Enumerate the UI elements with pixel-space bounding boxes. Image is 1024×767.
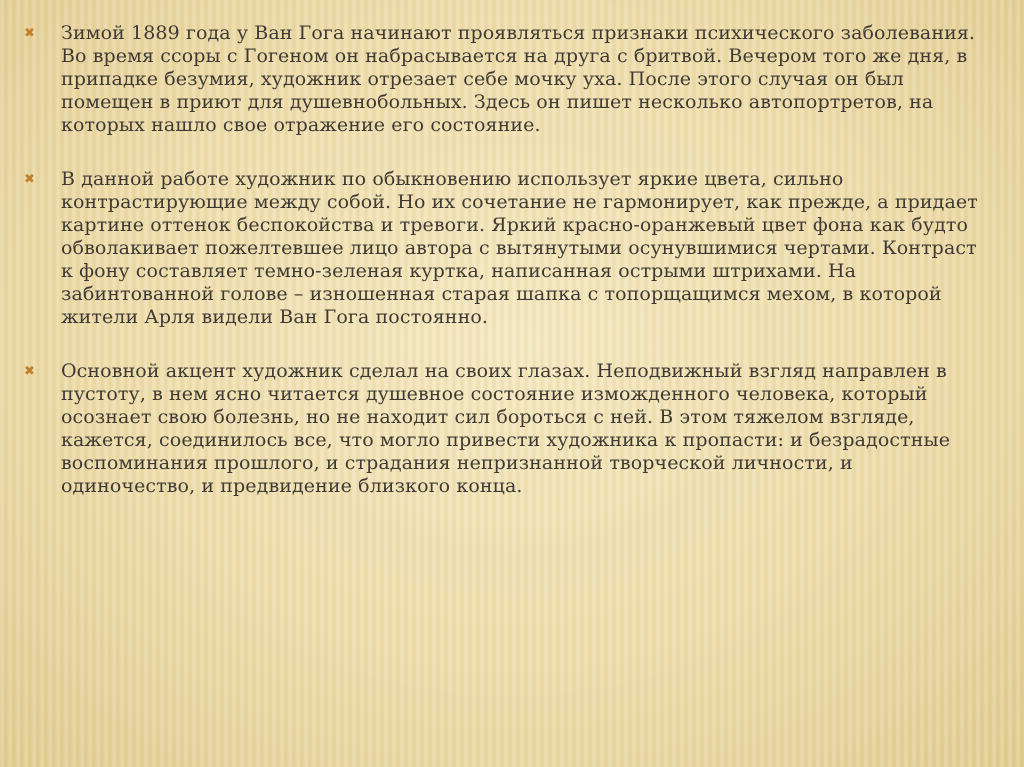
x-mark-icon: ✖ (24, 172, 35, 187)
paragraph-text: В данной работе художник по обыкновению использует яркие цвета, сильно контрастирующие между собой. Но их сочетание не гармонирует, как прежде, а придает картине оттенок беспокойства и тревоги. Яркий красно-оранжевый цвет фона как будто обволакивает пожелтевшее лицо автора с вытянутыми осунувшимися чертами. Контраст к фону составляет темно-зеленая куртка, написанная острыми штрихами. На забинтованной голове – изношенная старая шапка с топорщащимся мехом, в которой жители Арля видели Ван Гога постоянно. (61, 168, 978, 328)
bullet-item-3 (24, 360, 984, 498)
paragraph-text: Основной акцент художник сделал на своих глазах. Неподвижный взгляд направлен в пустоту, в нем ясно читается душевное состояние изможденного человека, который осознает свою болезнь, но не находит сил бороться с ней. В этом тяжелом взгляде, кажется, соединилось все, что могло привести художника к пропасти: и безрадостные воспоминания прошлого, и страдания непризнанной творческой личности, и одиночество, и предвидение близкого конца. (61, 360, 951, 497)
bullet-item-1 (24, 22, 984, 137)
paragraph-text: Зимой 1889 года у Ван Гога начинают проявляться признаки психического заболевания. Во время ссоры с Гогеном он набрасывается на друга с бритвой. Вечером того же дня, в припадке безумия, художник отрезает себе мочку уха. После этого случая он был помещен в приют для душевнобольных. Здесь он пишет несколько автопортретов, на которых нашло свое отражение его состояние. (61, 22, 976, 136)
x-mark-icon: ✖ (24, 26, 35, 41)
bullet-item-2 (24, 168, 984, 329)
bullet-list (24, 22, 984, 529)
x-mark-icon: ✖ (24, 364, 35, 379)
